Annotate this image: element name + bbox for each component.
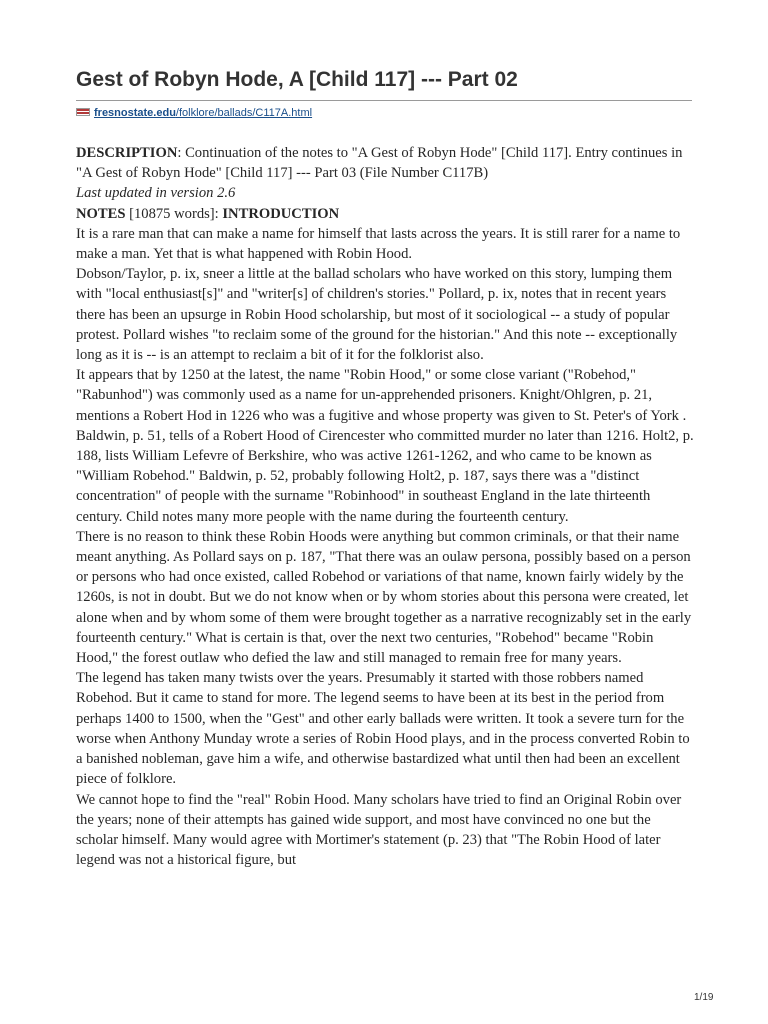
notes-word-count: [10875 words]: xyxy=(125,205,223,222)
body-paragraph: We cannot hope to find the "real" Robin Hood. Many scholars have tried to find an Original Robin over the years; none of their attempts has gained wide support, and most have convinced no one but the scholar himself. Many would agree with Mortimer's statement (p. 23) that "The Robin Hood of later legend was not a historical figure, but xyxy=(76,791,682,869)
body-paragraph: There is no reason to think these Robin Hoods were anything but common criminals, or that their name meant anything. As Pollard says on p. 187, "That there was an oulaw persona, possibly based on a person or persons who had once existed, called Robehod or variations of that name, known fairly widely by the 1260s, is not in doubt. But we do not know when or by whom stories about this persona were created, let alone when and by whom some of them were brought together as a narrative recognizably set in the early fourteenth century." What is certain is that, over the next two centuries, "Robehod" became "Robin Hood," the forest outlaw who defied the law and still managed to remain free for many years. xyxy=(76,528,692,667)
notes-heading: INTRODUCTION xyxy=(222,205,340,222)
description-paragraph xyxy=(76,143,694,183)
source-domain[interactable]: fresnostate.edu xyxy=(94,107,176,119)
source-path[interactable]: /folklore/ballads/C117A.html xyxy=(175,107,313,119)
description-label: DESCRIPTION xyxy=(76,145,178,161)
page-title: Gest of Robyn Hode, A [Child 117] --- Part 02 xyxy=(76,68,518,91)
page-number: 1/19 xyxy=(694,992,714,1003)
source-link[interactable] xyxy=(76,106,312,120)
description-text: : Continuation of the notes to "A Gest of Robyn Hode" [Child 117]. Entry continues in "A Gest of Robyn Hode" [Child 117] --- Part 03 (File Number C117B) xyxy=(76,145,683,182)
document-body xyxy=(76,143,694,870)
body-paragraph: It appears that by 1250 at the latest, the name "Robin Hood," or some close variant ("Robehod," "Rabunhod") was commonly used as a name for un-apprehended prisoners. Knight/Ohlgren, p. 21, mentions a Robert Hod in 1226 who was a fugitive and whose property was given to St. Peter's of York . Baldwin, p. 51, tells of a Robert Hood of Cirencester who committed murder no later than 1216. Holt2, p. 188, lists William Lefevre of Berkshire, who was active 1261-1262, and who came to be known as "William Robehod." Baldwin, p. 52, probably following Holt2, p. 187, says there was a "distinct concentration" of people with the surname "Robinhood" in southeast England in the late thirteenth century. Child notes many more people with the name during the fourteenth century. xyxy=(76,367,694,525)
site-favicon-icon xyxy=(76,108,90,116)
notes-heading-line xyxy=(76,204,694,224)
notes-label: NOTES xyxy=(76,205,126,222)
body-paragraph: Dobson/Taylor, p. ix, sneer a little at the ballad scholars who have worked on this story, lumping them with "local enthusiast[s]" and "writer[s] of children's stories." Pollard, p. ix, notes that in recent years there has been an upsurge in Robin Hood scholarship, but most of it sociological -- a study of popular protest. Pollard wishes "to reclaim some of the ground for the historian." And this note -- exceptionally long as it is -- is an attempt to reclaim a bit of it for the folklorist also. xyxy=(76,266,678,364)
last-updated: Last updated in version 2.6 xyxy=(76,185,236,202)
body-paragraph: It is a rare man that can make a name for himself that lasts across the years. It is still rarer for a name to make a man. Yet that is what happened with Robin Hood. xyxy=(76,225,681,263)
title-divider xyxy=(76,100,692,101)
body-paragraph: The legend has taken many twists over the years. Presumably it started with those robbers named Robehod. But it came to stand for more. The legend seems to have been at its best in the period from perhaps 1400 to 1500, when the "Gest" and other early ballads were written. It took a severe turn for the worse when Anthony Munday wrote a series of Robin Hood plays, and in the process converted Robin to a banished nobleman, gave him a wife, and otherwise bastardized what until then had been an excellent piece of folklore. xyxy=(76,670,690,788)
